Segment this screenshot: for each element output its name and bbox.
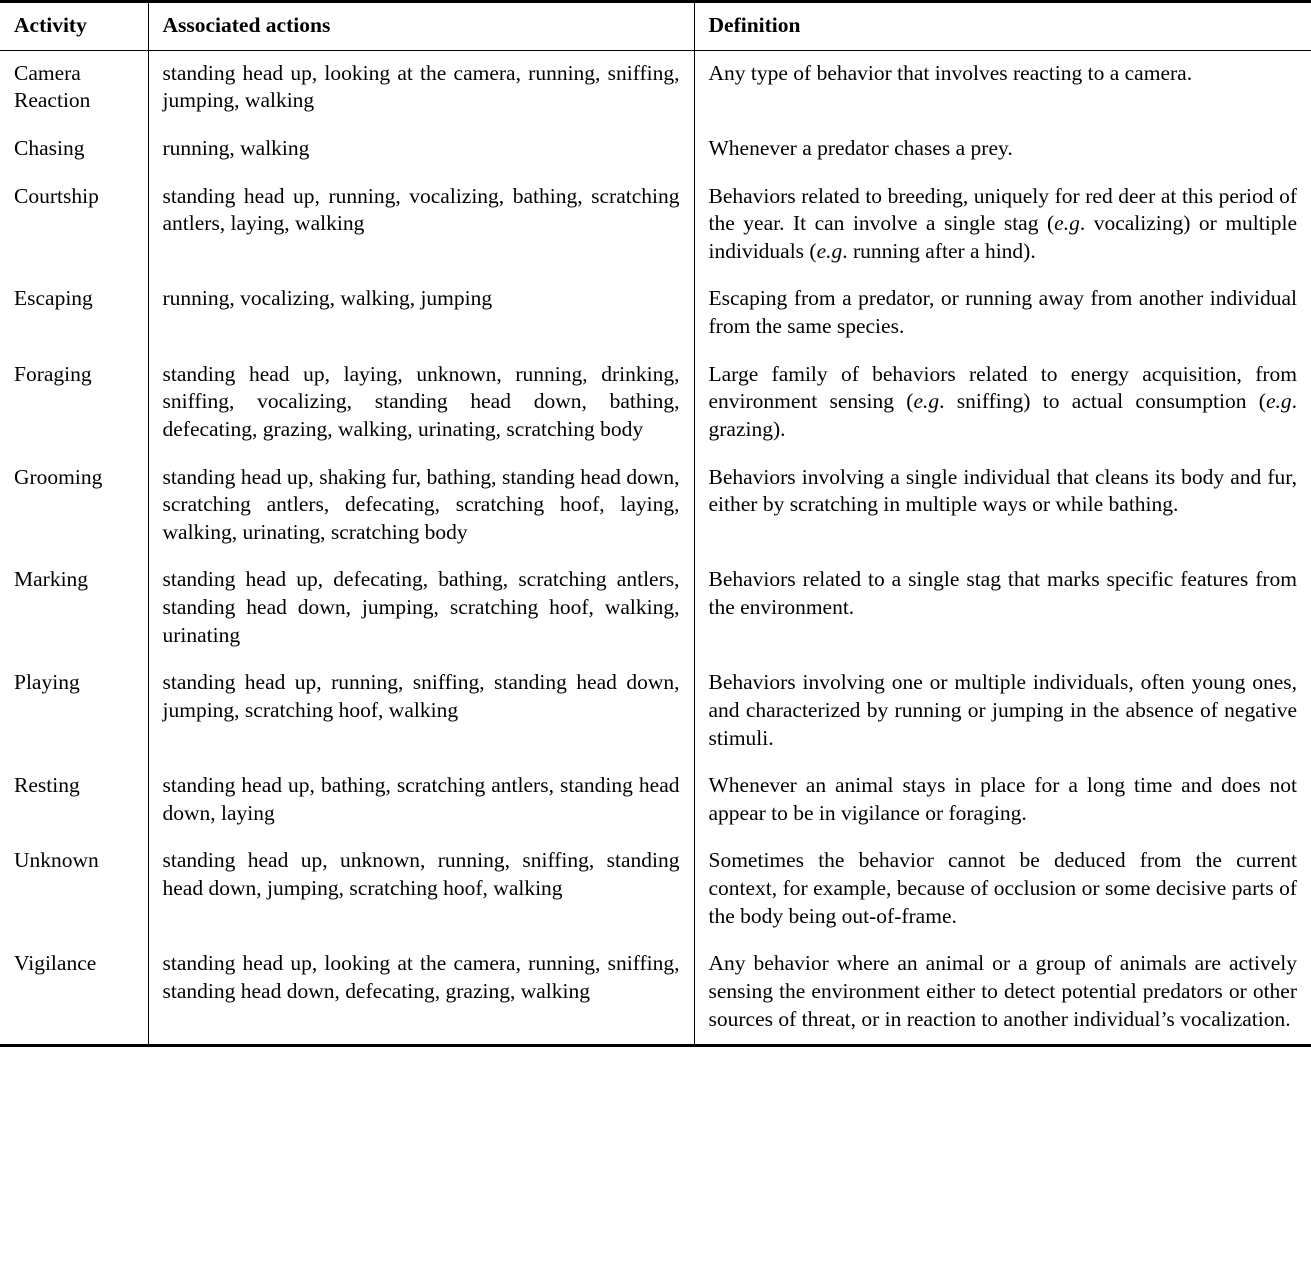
activity-name: Courtship	[14, 183, 99, 208]
definition-text: Behaviors related to breeding, uniquely for red deer at this period of the year. It can involve a single stag (e.g. vocalizing) or multiple individuals (e.g. running after a hind).	[708, 183, 1297, 263]
cell-activity	[0, 276, 148, 351]
column-header-definition	[694, 2, 1311, 51]
cell-associated-actions	[148, 455, 694, 558]
eg-abbreviation: e.g.	[913, 389, 945, 414]
cell-associated-actions	[148, 838, 694, 941]
cell-definition	[694, 50, 1311, 126]
cell-activity	[0, 763, 148, 838]
table-row	[0, 174, 1311, 277]
definition-text: Whenever an animal stays in place for a long time and does not appear to be in vigilance or foraging.	[708, 773, 1297, 825]
associated-actions-text: running, vocalizing, walking, jumping	[162, 286, 493, 311]
cell-activity	[0, 50, 148, 126]
column-header-activity	[0, 2, 148, 51]
activity-name: Grooming	[14, 464, 103, 489]
cell-definition	[694, 763, 1311, 838]
cell-definition	[694, 660, 1311, 763]
definition-text: Sometimes the behavior cannot be deduced from the current context, for example, because of occlusion or some decisive parts of the body being out-of-frame.	[708, 848, 1297, 928]
table-row	[0, 660, 1311, 763]
cell-definition	[694, 455, 1311, 558]
cell-associated-actions	[148, 352, 694, 455]
associated-actions-text: standing head up, shaking fur, bathing, standing head down, scratching antlers, defecating, scratching hoof, laying, walking, urinating, scratching body	[162, 464, 680, 544]
cell-definition	[694, 174, 1311, 277]
definition-text: Escaping from a predator, or running away from another individual from the same species.	[708, 286, 1297, 338]
column-header-associated-actions	[148, 2, 694, 51]
cell-definition	[694, 838, 1311, 941]
table-header	[0, 2, 1311, 51]
activity-name: Escaping	[14, 286, 93, 311]
cell-associated-actions	[148, 941, 694, 1045]
cell-activity	[0, 838, 148, 941]
associated-actions-text: standing head up, running, sniffing, standing head down, jumping, scratching hoof, walking	[162, 670, 680, 722]
cell-associated-actions	[148, 174, 694, 277]
table-row	[0, 557, 1311, 660]
table-row	[0, 276, 1311, 351]
eg-abbreviation: e.g.	[1265, 389, 1297, 414]
table-row	[0, 352, 1311, 455]
activity-name: Resting	[14, 773, 80, 798]
cell-definition	[694, 557, 1311, 660]
cell-associated-actions	[148, 660, 694, 763]
cell-definition	[694, 941, 1311, 1045]
activity-name: Playing	[14, 670, 80, 695]
cell-activity	[0, 352, 148, 455]
table-header-row	[0, 2, 1311, 51]
definition-text: Behaviors involving one or multiple individuals, often young ones, and characterized by running or jumping in the absence of negative stimuli.	[708, 670, 1297, 750]
cell-associated-actions	[148, 557, 694, 660]
table-row	[0, 941, 1311, 1045]
cell-definition	[694, 126, 1311, 174]
associated-actions-text: standing head up, looking at the camera, running, sniffing, jumping, walking	[162, 60, 680, 113]
cell-associated-actions	[148, 50, 694, 126]
cell-activity	[0, 941, 148, 1045]
cell-definition	[694, 276, 1311, 351]
table-row	[0, 763, 1311, 838]
table-row	[0, 838, 1311, 941]
table-body	[0, 50, 1311, 1046]
definition-text: Whenever a predator chases a prey.	[708, 135, 1013, 160]
eg-abbreviation: e.g.	[816, 238, 848, 263]
column-header-definition-label: Definition	[708, 13, 801, 37]
activity-name: Unknown	[14, 848, 99, 873]
activity-name: Vigilance	[14, 951, 97, 976]
associated-actions-text: standing head up, defecating, bathing, scratching antlers, standing head down, jumping, scratching hoof, walking, urinating	[162, 567, 680, 647]
cell-associated-actions	[148, 126, 694, 174]
eg-abbreviation: e.g.	[1054, 211, 1086, 236]
definition-text: Behaviors related to a single stag that marks specific features from the environment.	[708, 567, 1297, 619]
cell-activity	[0, 126, 148, 174]
activity-name: Marking	[14, 567, 89, 592]
associated-actions-text: standing head up, laying, unknown, running, drinking, sniffing, vocalizing, standing head down, bathing, defecating, grazing, walking, urinating, scratching body	[162, 361, 680, 441]
definition-text: Any behavior where an animal or a group of animals are actively sensing the environment either to detect potential predators or other sources of threat, or in reaction to another individual’s vocalization.	[708, 951, 1297, 1031]
definition-text: Behaviors involving a single individual that cleans its body and fur, either by scratching in multiple ways or while bathing.	[708, 464, 1297, 517]
associated-actions-text: running, walking	[162, 135, 310, 160]
associated-actions-text: standing head up, running, vocalizing, bathing, scratching antlers, laying, walking	[162, 183, 680, 236]
cell-activity	[0, 174, 148, 277]
cell-associated-actions	[148, 763, 694, 838]
definition-text: Large family of behaviors related to energy acquisition, from environment sensing (e.g. sniffing) to actual consumption (e.g. grazing).	[708, 361, 1297, 441]
cell-activity	[0, 660, 148, 763]
activity-name: Camera Reaction	[14, 60, 91, 113]
cell-definition	[694, 352, 1311, 455]
cell-activity	[0, 557, 148, 660]
cell-activity	[0, 455, 148, 558]
associated-actions-text: standing head up, bathing, scratching antlers, standing head down, laying	[162, 773, 680, 825]
definition-text: Any type of behavior that involves reacting to a camera.	[708, 60, 1193, 85]
cell-associated-actions	[148, 276, 694, 351]
associated-actions-text: standing head up, looking at the camera, running, sniffing, standing head down, defecating, grazing, walking	[162, 951, 680, 1003]
table-row	[0, 50, 1311, 126]
table-row	[0, 126, 1311, 174]
column-header-activity-label: Activity	[14, 13, 87, 37]
associated-actions-text: standing head up, unknown, running, sniffing, standing head down, jumping, scratching hoof, walking	[162, 848, 680, 900]
activity-name: Foraging	[14, 361, 92, 386]
activity-name: Chasing	[14, 135, 85, 160]
column-header-associated-actions-label: Associated actions	[162, 13, 331, 37]
table-row	[0, 455, 1311, 558]
